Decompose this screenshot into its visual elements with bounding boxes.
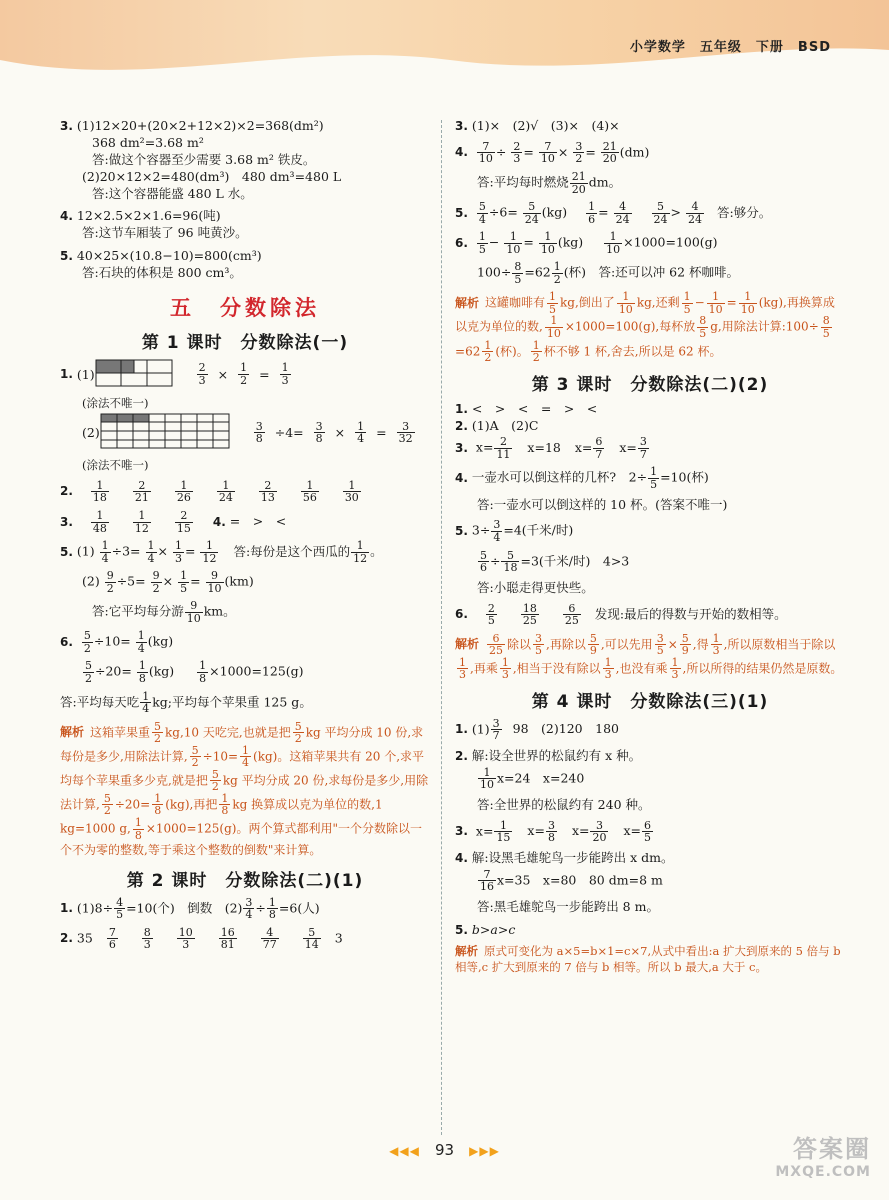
l3-question-2: 2. (1)A (2)C bbox=[455, 417, 539, 433]
lesson-4-title: 第 4 课时 分数除法(三)(1) bbox=[531, 691, 769, 712]
l3-question-3: 3. x= $\frac{2}{11}$ x=18 x= $\frac{6}{7}$ x= $\frac{3}{7}$ bbox=[455, 435, 647, 461]
question-3-prev: 3. (1)12×20+(20×2+12×2)×2=368(dm²) 368 dm²=3.68 m² 答:做这个容器至少需要 3.68 m² 铁皮。 (2)20×12×2=480(dm³) 480 dm³=480 L 答:这个容器能盛 480 L 水。 bbox=[60, 118, 342, 201]
r-question-5: 5. $\frac{5}{4}$ ÷6= $\frac{5}{24}$ (kg) $\frac{1}{6}$ = $\frac{4}{24}$ $\frac{5}{24}$ > $\frac{4}{24}$ 答:够分。 bbox=[455, 200, 772, 226]
l4-question-1: 1. (1) $\frac{3}{7}$ 98 (2)120 180 bbox=[455, 716, 619, 743]
analysis-2: 解析 这罐咖啡有 $\frac{1}{5}$ kg,倒出了 $\frac{1}{10}$ kg,还剩 $\frac{1}{5}$ − $\frac{1}{10}$ = $\frac{1}{10}$ (kg),再换算成以克为单位的数, $\frac{1}{10}$ ×1000=100(g),每杯放 $\frac{8}{5}$ g,用除法计算:100÷ $\frac{8}{5}$ =62 $\frac{1}{2}$ (杯)。 $\frac{1}{2}$ 杯不够 1 杯,舍去,所以是 62 杯。 bbox=[455, 290, 835, 365]
analysis-3: 解析 $\frac{6}{25}$ 除以 $\frac{3}{5}$ ,再除以 $\frac{5}{9}$ ,可以先用 $\frac{3}{5}$ × $\frac{5}{9}$ ,得 $\frac{1}{3}$ ,所以原数相当于除以 $\frac{1}{3}$ ,再乘 $\frac{1}{3}$ ,相当于没有除以 $\frac{1}{3}$ ,也没有乘 $\frac{1}{3}$ ,所以所得的结果仍然是原数。 bbox=[455, 631, 843, 682]
question-4-prev: 4. 12×2.5×2×1.6=96(吨) 答:这节车厢装了 96 吨黄沙。 bbox=[60, 208, 248, 241]
question-5-prev: 5. 40×25×(10.8−10)=800(cm³) 答:石块的体积是 800 cm³。 bbox=[60, 248, 262, 280]
watermark bbox=[775, 1129, 871, 1180]
analysis-1: 解析 这箱苹果重 $\frac{5}{2}$ kg,10 天吃完,也就是把 $\frac{5}{2}$ kg 平均分成 10 份,求每份是多少,用除法计算, $\frac{5}{2}$ ÷10= $\frac{1}{4}$ (kg)。这箱苹果共有 20 个,求平均每个苹果重多少克,就是把 $\frac{5}{2}$ kg 平均分成 20 份,求每份是多少,用除法计算, $\frac{5}{2}$ ÷20= $\frac{1}{8}$ (kg),再把 $\frac{1}{8}$ kg 换算成以克为单位的数,1 kg=1000 g, $\frac{1}{8}$ ×1000=125(g)。两个算式都利用"一个分数除以一个不为零的整数,等于乘这个整数的倒数"来计算。 bbox=[60, 719, 429, 858]
right-column bbox=[455, 118, 845, 982]
chapter-title: 五 分数除法 bbox=[170, 295, 320, 320]
page-footer bbox=[0, 1140, 889, 1159]
l1-question-1: 1. (1) $\frac{2}{3}$ × $\frac{1}{2}$ = $\frac{1}{3}$ (涂法不唯一) (2) $\frac{3}{8}$ ÷4= $\frac{3}{8}$ × $\frac{1}{4}$ = $\frac{3}{32}$ (涂法不唯一) bbox=[60, 359, 430, 474]
left-column bbox=[60, 118, 430, 957]
shaded-grid-2 bbox=[100, 413, 230, 452]
l1-question-2: 2. $\frac{1}{18}$ $\frac{2}{21}$ $\frac{1}{26}$ $\frac{1}{24}$ $\frac{2}{13}$ $\frac{1}{56}$ $\frac{1}{30}$ bbox=[60, 478, 359, 505]
l3-question-5: 5. 3÷ $\frac{3}{4}$ =4(千米/时) $\frac{5}{6}$ ÷ $\frac{5}{18}$ =3(千米/时) 4>3 答:小聪走得更快些。 bbox=[455, 518, 630, 595]
l2-question-2: 2. 35 $\frac{7}{6}$ $\frac{8}{3}$ $\frac{10}{3}$ $\frac{16}{81}$ $\frac{4}{77}$ $\frac{5}{14}$ 3 bbox=[60, 925, 343, 952]
l4-question-5: 5. b>a>c bbox=[455, 921, 516, 937]
r-question-6: 6. $\frac{1}{5}$ − $\frac{1}{10}$ = $\frac{1}{10}$ (kg) $\frac{1}{10}$ ×1000=100(g) 100÷ $\frac{8}{5}$ =62 $\frac{1}{2}$ (杯) 答:还可以冲 62 杯咖啡。 bbox=[455, 230, 740, 286]
page-number: 93 bbox=[434, 1141, 455, 1159]
analysis-4: 解析 原式可变化为 a×5=b×1=c×7,从式中看出:a 扩大到原来的 5 倍与 b 相等,c 扩大到原来的 7 倍与 b 相等。所以 b 最大,a 大于 c。 bbox=[455, 943, 841, 975]
l1-question-6: 6. $\frac{5}{2}$ ÷10= $\frac{1}{4}$ (kg) $\frac{5}{2}$ ÷20= $\frac{1}{8}$ (kg) $\frac{1}{8}$ ×1000=125(g) 答:平均每天吃 $\frac{1}{4}$ kg;平均每个苹果重 125 g。 bbox=[60, 629, 312, 716]
l3-question-1: 1. < > < = > < bbox=[455, 400, 598, 416]
l4-question-2: 2. 解:设全世界的松鼠约有 x 种。 $\frac{1}{10}$ x=24 x=240 答:全世界的松鼠约有 240 种。 bbox=[455, 747, 651, 812]
lesson-3-title: 第 3 课时 分数除法(二)(2) bbox=[531, 374, 769, 395]
column-divider bbox=[441, 120, 442, 1135]
prev-arrows-icon: ◀◀◀ bbox=[389, 1144, 420, 1158]
book-header: 小学数学 五年级 下册 BSD bbox=[629, 40, 831, 55]
l1-question-3-4: 3. $\frac{1}{48}$ $\frac{1}{12}$ $\frac{2}{15}$ 4. = > < bbox=[60, 509, 287, 535]
l3-question-4: 4. 一壶水可以倒这样的几杯? 2÷ $\frac{1}{5}$ =10(杯) 答:一壶水可以倒这样的 10 杯。(答案不唯一) bbox=[455, 465, 728, 512]
l1-question-5: 5. (1) $\frac{1}{4}$ ÷3= $\frac{1}{4}$ × $\frac{1}{3}$ = $\frac{1}{12}$ 答:每份是这个西瓜的 $\frac{1}{12}$ 。 (2) $\frac{9}{2}$ ÷5= $\frac{9}{2}$ × $\frac{1}{5}$ = $\frac{9}{10}$ (km) 答:它平均每分游 $\frac{9}{10}$ km。 bbox=[60, 539, 383, 625]
l2-question-1: 1. (1)8÷ $\frac{4}{5}$ =10(个) 倒数 (2) $\frac{3}{4}$ ÷ $\frac{1}{8}$ =6(人) bbox=[60, 895, 320, 922]
lesson-1-title: 第 1 课时 分数除法(一) bbox=[141, 332, 349, 353]
r-question-4: 4. $\frac{7}{10}$ ÷ $\frac{2}{3}$ = $\frac{7}{10}$ × $\frac{3}{2}$ = $\frac{21}{20}$ (dm) 答:平均每时燃烧 $\frac{21}{20}$ dm。 bbox=[455, 139, 650, 196]
next-arrows-icon: ▶▶▶ bbox=[469, 1144, 500, 1158]
r-question-3: 3. (1)× (2)√ (3)× (4)× bbox=[455, 118, 620, 133]
l3-question-6: 6. $\frac{2}{5}$ $\frac{18}{25}$ $\frac{6}{25}$ 发现:最后的得数与开始的数相等。 bbox=[455, 601, 787, 628]
l4-question-3: 3. x= $\frac{1}{15}$ x= $\frac{3}{8}$ x= $\frac{3}{20}$ x= $\frac{6}{5}$ bbox=[455, 818, 651, 845]
watermark-url: MXQE.COM bbox=[775, 1164, 871, 1180]
l4-question-4: 4. 解:设黑毛雄鸵鸟一步能跨出 x dm。 $\frac{7}{16}$ x=35 x=80 80 dm=8 m 答:黑毛雄鸵鸟一步能跨出 8 m。 bbox=[455, 849, 674, 914]
watermark-title: 答案圈 bbox=[793, 1135, 871, 1163]
lesson-2-title: 第 2 课时 分数除法(二)(1) bbox=[126, 870, 364, 891]
shaded-grid-1 bbox=[95, 359, 173, 390]
